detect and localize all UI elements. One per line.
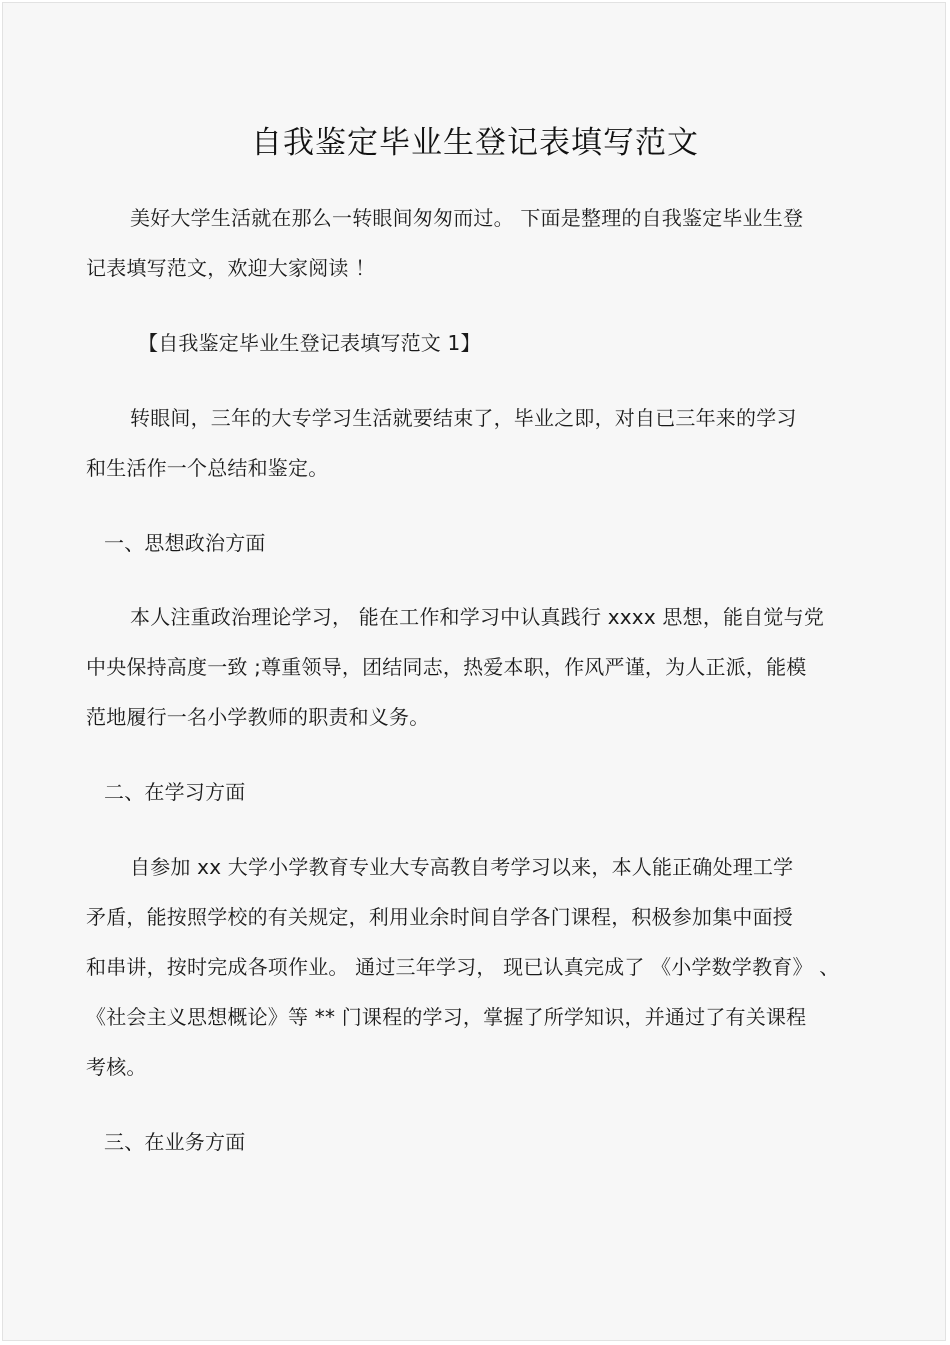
para3-line-4: 《社会主义思想概论》等 ** 门课程的学习，掌握了所学知识，并通过了有关课程 [86,1005,807,1029]
para1-line-2: 和生活作一个总结和鉴定。 [86,456,329,480]
intro-line-2: 记表填写范文，欢迎大家阅读 ！ [86,256,376,280]
para2-line-1: 本人注重政治理论学习， 能在工作和学习中认真践行 xxxx 思想，能自觉与党 [130,605,825,629]
intro-line-1: 美好大学生活就在那么一转眼间匆匆而过。 下面是整理的自我鉴定毕业生登 [130,206,804,230]
section-subtitle: 【自我鉴定毕业生登记表填写范文 1】 [138,331,481,355]
heading-business: 三、在业务方面 [104,1130,246,1154]
heading-politics: 一、思想政治方面 [104,531,266,555]
para3-line-3: 和串讲，按时完成各项作业。 通过三年学习， 现已认真完成了 《小学数学教育》 、 [86,955,840,979]
para2-line-3: 范地履行一名小学教师的职责和义务。 [86,705,430,729]
para2-line-2: 中央保持高度一致 ;尊重领导，团结同志，热爱本职，作风严谨，为人正派，能模 [86,655,807,679]
document-title: 自我鉴定毕业生登记表填写范文 [251,125,699,161]
heading-study: 二、在学习方面 [104,780,246,804]
para1-line-1: 转眼间，三年的大专学习生活就要结束了，毕业之即，对自已三年来的学习 [130,406,797,430]
para3-line-2: 矛盾，能按照学校的有关规定，利用业余时间自学各门课程，积极参加集中面授 [86,905,793,929]
para3-line-1: 自参加 xx 大学小学教育专业大专高教自考学习以来，本人能正确处理工学 [130,855,794,879]
para3-line-5: 考核。 [86,1055,147,1079]
